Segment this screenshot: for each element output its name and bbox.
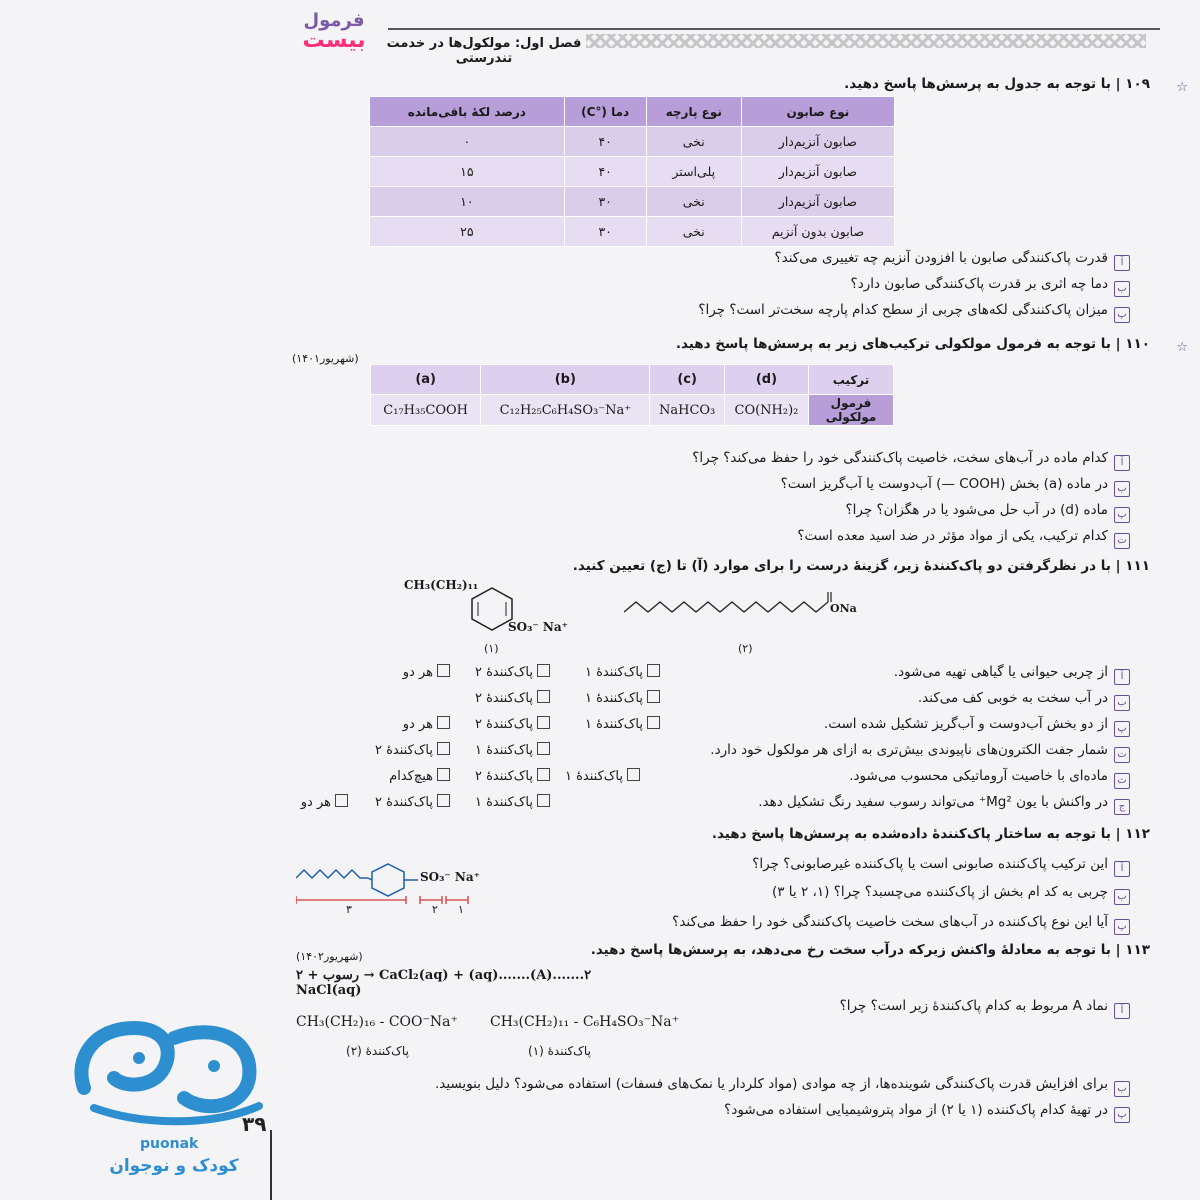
question-110-header: ۱۱۰ | با توجه به فرمول مولکولی ترکیب‌های زیر به پرسش‌ها پاسخ دهید. — [675, 336, 1150, 352]
brand-tagline: کودک و نوجوان — [109, 1156, 239, 1176]
question-prompt: با توجه به فرمول مولکولی ترکیب‌های زیر به پرسش‌ها پاسخ دهید. — [675, 336, 1111, 352]
question-part — [698, 302, 1130, 323]
question-part — [849, 768, 1130, 789]
part-label: پ — [1114, 1107, 1130, 1123]
part-label: ث — [1114, 773, 1130, 789]
structure1-sulfonate: SO₃⁻ Na⁺ — [508, 620, 568, 634]
header-pattern — [586, 34, 1146, 48]
option[interactable]: پاک‌کنندهٔ ۱ — [565, 768, 640, 784]
option[interactable]: پاک‌کنندهٔ ۲ — [375, 794, 450, 810]
question-113-header: ۱۱۳ | با توجه به معادلهٔ واکنش زیرکه درآب سخت رخ می‌دهد، به پرسش‌ها پاسخ دهید. — [590, 942, 1150, 958]
part-label: پ — [1114, 507, 1130, 523]
table-row — [371, 395, 894, 426]
structure1-label: (۱) — [484, 642, 499, 655]
question-part — [710, 742, 1130, 763]
option[interactable]: پاک‌کنندهٔ ۲ — [375, 742, 450, 758]
question-part — [840, 998, 1130, 1019]
option[interactable]: هیچ‌کدام — [389, 768, 450, 784]
structure1-chain-label: CH₃(CH₂)₁₁ — [404, 578, 479, 592]
question-part — [894, 664, 1130, 685]
star-icon: ☆ — [1176, 80, 1188, 95]
star-icon: ☆ — [1176, 340, 1188, 355]
part-label: ت — [1114, 533, 1130, 549]
question-number: ۱۱۲ — [1125, 826, 1150, 842]
question-part — [774, 250, 1130, 271]
part-text: میزان پاک‌کنندگی لکه‌های چربی از سطح کدام پارچه سخت‌تر است؟ چرا؟ — [698, 302, 1108, 318]
table-cell: صابون آنزیم‌دار — [741, 127, 894, 157]
part-text: ماده (d) در آب حل می‌شود یا در هگزان؟ چرا؟ — [845, 502, 1108, 518]
part-text: از چربی حیوانی یا گیاهی تهیه می‌شود. — [893, 664, 1108, 680]
question-part — [824, 716, 1130, 737]
puonak-logo-icon — [64, 1008, 274, 1128]
brand-latin: puonak — [140, 1136, 199, 1152]
part-text: دما چه اثری بر قدرت پاک‌کنندگی صابون دارد؟ — [850, 276, 1108, 292]
part-text: کدام ماده در آب‌های سخت، خاصیت پاک‌کنندگی خود را حفظ می‌کند؟ چرا؟ — [692, 450, 1108, 466]
part-text: کدام ترکیب، یکی از مواد مؤثر در ضد اسید معده است؟ — [797, 528, 1108, 544]
part-label: ب — [1114, 481, 1130, 497]
part-text: ماده‌ای با خاصیت آروماتیکی محسوب می‌شود. — [849, 768, 1108, 784]
table-cell: (d) — [724, 365, 808, 395]
question-part — [752, 856, 1130, 877]
table-cell: صابون آنزیم‌دار — [741, 187, 894, 217]
table-cell: ۴۰ — [564, 127, 646, 157]
table-header-row — [370, 97, 895, 127]
part-text: در تهیهٔ کدام پاک‌کننده (۱ یا ۲) از مواد پتروشیمیایی استفاده می‌شود؟ — [724, 1102, 1108, 1118]
question-part — [435, 1076, 1130, 1097]
series-logo-line2: بیست — [302, 28, 366, 53]
part-label: پ — [1114, 721, 1130, 737]
reaction-equation: ۲.......(A).......(aq) + CaCl₂(aq) → رسوب + ۲ NaCl(aq) — [296, 968, 592, 998]
bracket-label: ۳ — [346, 903, 352, 916]
question-part — [692, 450, 1130, 471]
table-cell: نخی — [646, 217, 741, 247]
part-label: پ — [1114, 307, 1130, 323]
series-logo — [288, 12, 380, 52]
question-number: ۱۱۱ — [1125, 558, 1150, 574]
question-prompt: با توجه به ساختار پاک‌کنندهٔ داده‌شده به پرسش‌ها پاسخ دهید. — [711, 826, 1111, 842]
option[interactable]: هر دو — [403, 664, 450, 680]
part-label: پ — [1114, 919, 1130, 935]
part-text: در واکنش با یون Mg²⁺ می‌تواند رسوب سفید رنگ تشکیل دهد. — [758, 794, 1108, 810]
part-label: ت — [1114, 747, 1130, 763]
part-label: ب — [1114, 889, 1130, 905]
table-cell: صابون آنزیم‌دار — [741, 157, 894, 187]
question-part — [918, 690, 1130, 711]
soap-table — [369, 96, 895, 247]
part-text: در ماده (a) بخش (COOH —) آب‌دوست یا آب‌گریز است؟ — [780, 476, 1108, 492]
table-row — [370, 187, 895, 217]
table-cell: (a) — [371, 365, 481, 395]
table-cell: ۳۰ — [564, 187, 646, 217]
question-part — [851, 276, 1130, 297]
part-text: آیا این نوع پاک‌کننده در آب‌های سخت خاصیت پاک‌کنندگی خود را حفظ می‌کند؟ — [672, 914, 1108, 930]
question-prompt: با توجه به معادلهٔ واکنش زیرکه درآب سخت رخ می‌دهد، به پرسش‌ها پاسخ دهید. — [590, 942, 1111, 958]
table-header: نوع پارچه — [646, 97, 741, 127]
part-label: آ — [1114, 669, 1130, 685]
table-cell: ۱۰ — [370, 187, 565, 217]
part-label: آ — [1114, 455, 1130, 471]
option[interactable]: هر دو — [403, 716, 450, 732]
table-cell: صابون بدون آنزیم — [741, 217, 894, 247]
question-112-header: ۱۱۲ | با توجه به ساختار پاک‌کنندهٔ داده‌شده به پرسش‌ها پاسخ دهید. — [711, 826, 1150, 842]
part-label: ب — [1114, 695, 1130, 711]
part-label: ب — [1114, 281, 1130, 297]
formula-detergent-1: CH₃(CH₂)₁₁ - C₆H₄SO₃⁻Na⁺ — [490, 1014, 680, 1030]
question-prompt: با در نظرگرفتن دو پاک‌کنندهٔ زیر، گزینهٔ درست را برای موارد (آ) تا (ج) تعیین کنید. — [572, 558, 1111, 574]
structure2-label: (۲) — [738, 642, 753, 655]
table-header: نوع صابون — [741, 97, 894, 127]
table-row — [370, 157, 895, 187]
part-text: نماد A مربوط به کدام پاک‌کنندهٔ زیر است؟ چرا؟ — [839, 998, 1108, 1014]
table-row — [370, 127, 895, 157]
chapter-title: فصل اول: مولکول‌ها در خدمت تندرستی — [386, 36, 582, 66]
row-label-formula: فرمول مولکولی — [809, 395, 894, 426]
table-cell: ۳۰ — [564, 217, 646, 247]
series-logo-line1: فرمول — [303, 10, 365, 31]
question-part — [724, 1102, 1130, 1123]
formula-cell: NaHCO₃ — [650, 395, 725, 426]
part-text: از دو بخش آب‌دوست و آب‌گریز تشکیل شده است. — [823, 716, 1108, 732]
part-text: شمار جفت الکترون‌های ناپیوندی بیش‌تری به ازای هر مولکول خود دارد. — [710, 742, 1108, 758]
exam-source: (شهریور۱۴۰۲) — [296, 950, 363, 963]
page-number: ۳۹ — [242, 1112, 267, 1136]
question-number: ۱۱۰ — [1125, 336, 1150, 352]
option[interactable]: پاک‌کنندهٔ ۲ — [475, 690, 550, 706]
question-part — [672, 914, 1130, 935]
part-text: قدرت پاک‌کنندگی صابون با افزودن آنزیم چه تغییری می‌کند؟ — [774, 250, 1108, 266]
row-label-compound: ترکیب — [809, 365, 894, 395]
formula-cell: C₁₇H₃₅COOH — [371, 395, 481, 426]
question-part — [781, 476, 1130, 497]
part-text: در آب سخت به خوبی کف می‌کند. — [917, 690, 1108, 706]
exam-source: (شهریور۱۴۰۱) — [292, 352, 359, 365]
question-part — [758, 794, 1130, 815]
table-header: دما (°C) — [564, 97, 646, 127]
formula-detergent-2: CH₃(CH₂)₁₆ - COO⁻Na⁺ — [296, 1014, 458, 1030]
detergent-structure-icon — [296, 858, 476, 914]
formula-table — [370, 364, 894, 426]
table-cell: ۴۰ — [564, 157, 646, 187]
option[interactable]: پاک‌کنندهٔ ۲ — [475, 664, 550, 680]
option[interactable]: پاک‌کنندهٔ ۱ — [475, 742, 550, 758]
part-text: برای افزایش قدرت پاک‌کنندگی شوینده‌ها، از چه موادی (مواد کلردار یا نمک‌های فسفات) استفاده می‌شود؟ دلیل بنویسید. — [434, 1076, 1108, 1092]
table-cell: ۱۵ — [370, 157, 565, 187]
label-detergent-2: پاک‌کنندهٔ (۲) — [346, 1044, 409, 1058]
table-header: درصد لکهٔ باقی‌مانده — [370, 97, 565, 127]
part-label: آ — [1114, 861, 1130, 877]
option[interactable]: پاک‌کنندهٔ ۲ — [475, 716, 550, 732]
table-row — [370, 217, 895, 247]
question-part — [846, 502, 1130, 523]
table-cell: نخی — [646, 187, 741, 217]
puonak-logo — [64, 1008, 274, 1188]
part-label: آ — [1114, 255, 1130, 271]
fatty-chain-icon — [624, 590, 854, 620]
table-cell: (b) — [481, 365, 650, 395]
table-cell: ۰ — [370, 127, 565, 157]
table-row — [371, 365, 894, 395]
option[interactable]: پاک‌کنندهٔ ۱ — [475, 794, 550, 810]
table-cell: (c) — [650, 365, 725, 395]
part-label: ب — [1114, 1081, 1130, 1097]
table-cell: ۲۵ — [370, 217, 565, 247]
part-label: آ — [1114, 1003, 1130, 1019]
option[interactable]: پاک‌کنندهٔ ۱ — [585, 716, 660, 732]
part-text: این ترکیب پاک‌کننده صابونی است یا پاک‌کننده غیرصابونی؟ چرا؟ — [752, 856, 1108, 872]
formula-cell: C₁₂H₂₅C₆H₄SO₃⁻Na⁺ — [481, 395, 650, 426]
question-part — [772, 884, 1130, 905]
question-111-header: ۱۱۱ | با در نظرگرفتن دو پاک‌کنندهٔ زیر، گزینهٔ درست را برای موارد (آ) تا (ج) تعیین کنید. — [572, 558, 1150, 574]
option[interactable]: هر دو — [301, 794, 348, 810]
bracket-label: ۱ — [458, 903, 464, 916]
sulfonate-group: SO₃⁻ Na⁺ — [420, 870, 480, 884]
table-cell: نخی — [646, 127, 741, 157]
option[interactable]: پاک‌کنندهٔ ۲ — [475, 768, 550, 784]
question-prompt: با توجه به جدول به پرسش‌ها پاسخ دهید. — [844, 76, 1111, 92]
question-number: ۱۰۹ — [1125, 76, 1150, 92]
question-109-header: ۱۰۹ | با توجه به جدول به پرسش‌ها پاسخ دهید. — [844, 76, 1150, 92]
part-text: چربی به کد ام بخش از پاک‌کننده می‌چسبد؟ چرا؟ (۱، ۲ یا ۳) — [771, 884, 1108, 900]
table-cell: پلی‌استر — [646, 157, 741, 187]
part-label: ج — [1114, 799, 1130, 815]
option[interactable]: پاک‌کنندهٔ ۱ — [585, 690, 660, 706]
question-part — [797, 528, 1130, 549]
option[interactable]: پاک‌کنندهٔ ۱ — [585, 664, 660, 680]
label-detergent-1: پاک‌کنندهٔ (۱) — [528, 1044, 591, 1058]
structure2-end-group: ONa — [830, 602, 857, 615]
bracket-label: ۲ — [432, 903, 438, 916]
question-number: ۱۱۳ — [1125, 942, 1150, 958]
formula-cell: CO(NH₂)₂ — [724, 395, 808, 426]
